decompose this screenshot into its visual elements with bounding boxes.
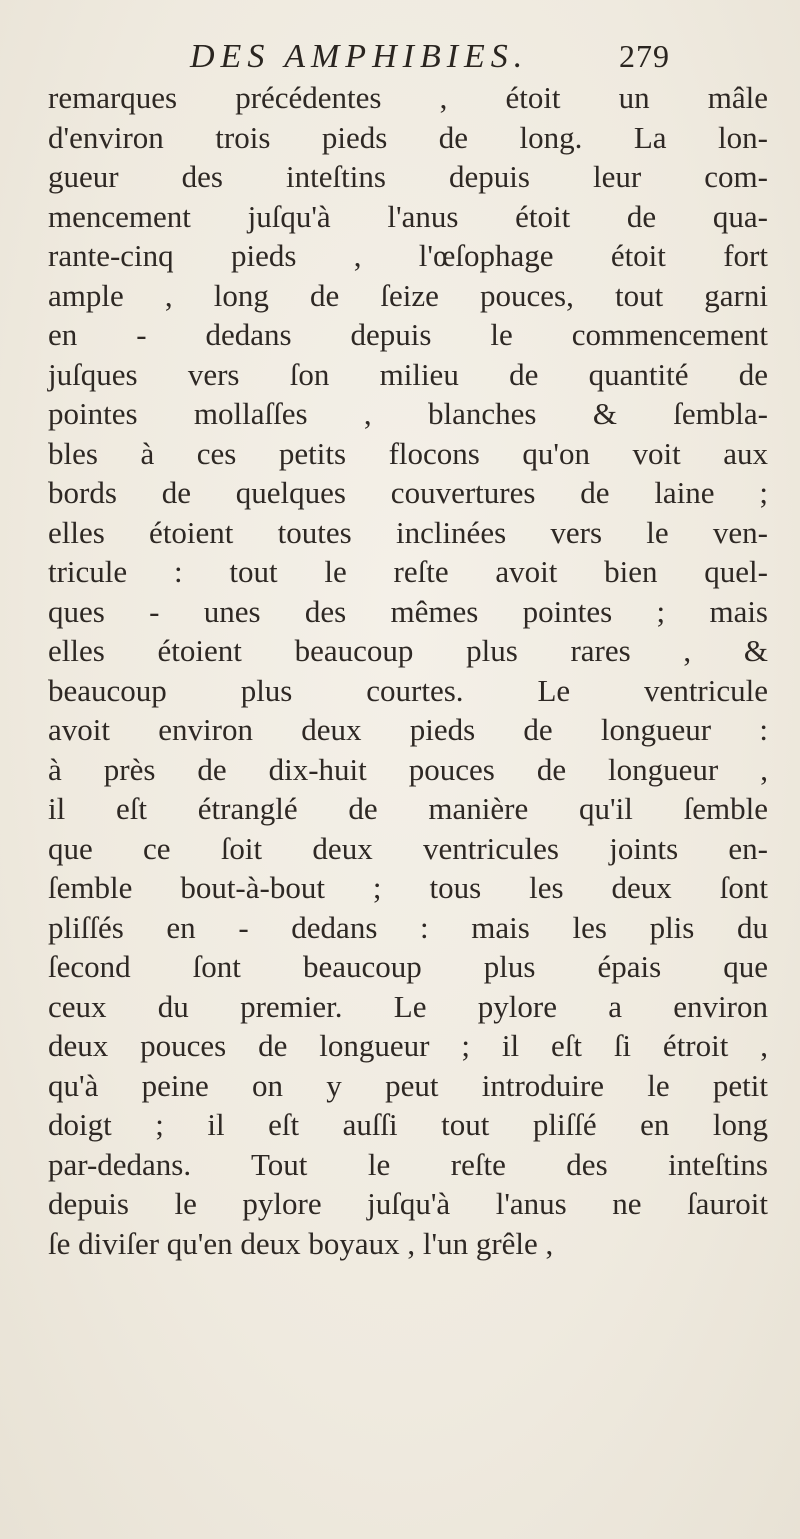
text-line: ques - unes des mêmes pointes ; mais xyxy=(48,593,768,629)
text-line: remarques précédentes , étoit un mâle xyxy=(48,80,768,115)
text-line: juſques vers ſon milieu de quantité de xyxy=(48,356,768,392)
text-line: pointes mollaſſes , blanches & ſembla- xyxy=(48,396,768,431)
text-line: d'environ trois pieds de long. La lon- xyxy=(48,119,768,155)
text-line: elles étoient toutes inclinées vers le ven- xyxy=(48,514,768,550)
body-text xyxy=(48,78,768,1263)
text-line: bles à ces petits flocons qu'on voit aux xyxy=(48,435,768,471)
text-line: avoit environ deux pieds de longueur : xyxy=(48,712,768,747)
text-line: tricule : tout le reſte avoit bien quel- xyxy=(48,554,768,589)
text-line: ſemble bout-à-bout ; tous les deux ſont xyxy=(48,870,768,905)
text-line: mencement juſqu'à l'anus étoit de qua- xyxy=(48,198,768,234)
text-line: gueur des inteſtins depuis leur com- xyxy=(48,159,768,194)
text-line: depuis le pylore juſqu'à l'anus ne ſauroit xyxy=(48,1186,768,1221)
text-line: il eſt étranglé de manière qu'il ſemble xyxy=(48,791,768,826)
text-line: deux pouces de longueur ; il eſt ſi étroit , xyxy=(48,1028,768,1063)
text-line: qu'à peine on y peut introduire le petit xyxy=(48,1067,768,1103)
text-line: ſecond ſont beaucoup plus épais que xyxy=(48,949,768,984)
text-line: que ce ſoit deux ventricules joints en- xyxy=(48,830,768,866)
text-line: bords de quelques couvertures de laine ; xyxy=(48,475,768,510)
text-line: pliſſés en - dedans : mais les plis du xyxy=(48,909,768,945)
text-line: ceux du premier. Le pylore a environ xyxy=(48,988,768,1024)
text-line: doigt ; il eſt auſſi tout pliſſé en long xyxy=(48,1107,768,1142)
text-line: ample , long de ſeize pouces, tout garni xyxy=(48,277,768,313)
page-number: 279 xyxy=(619,38,670,74)
text-line: en - dedans depuis le commencement xyxy=(48,317,768,352)
text-line: elles étoient beaucoup plus rares , & xyxy=(48,633,768,668)
text-line: par-dedans. Tout le reſte des inteſtins xyxy=(48,1146,768,1182)
running-title: DES AMPHIBIES. xyxy=(190,38,529,75)
text-line: ſe diviſer qu'en deux boyaux , l'un grêle , xyxy=(48,1225,554,1261)
text-line: à près de dix-huit pouces de longueur , xyxy=(48,751,768,787)
text-line: beaucoup plus courtes. Le ventricule xyxy=(48,672,768,708)
text-line: rante-cinq pieds , l'œſophage étoit fort xyxy=(48,238,768,273)
